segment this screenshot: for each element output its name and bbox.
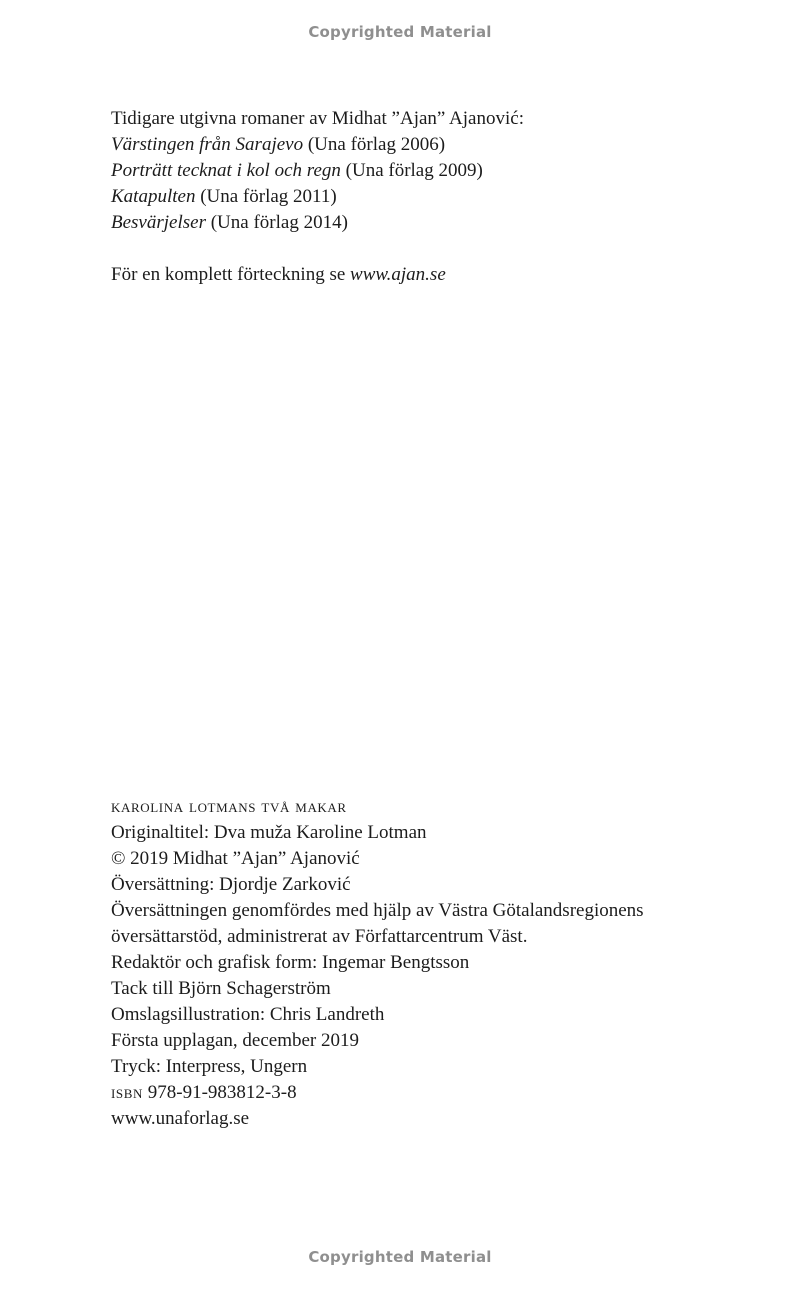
- print-line: Tryck: Interpress, Ungern: [111, 1056, 308, 1077]
- translation-credit: Översättning: Djordje Zarković: [111, 874, 351, 895]
- book-title: karolina lotmans två makar: [111, 796, 347, 817]
- novel-title: Besvärjelser: [111, 212, 206, 233]
- novel-details: (Una förlag 2009): [340, 160, 483, 181]
- novel-details: (Una förlag 2011): [195, 186, 337, 207]
- edition-line: Första upplagan, december 2019: [111, 1030, 359, 1051]
- author-website: www.ajan.se: [350, 264, 446, 285]
- full-list-note: [111, 262, 751, 288]
- translation-support-line-1: Översättningen genomfördes med hjälp av Västra Götalandsregionens: [111, 900, 644, 921]
- copyright-watermark-bottom: Copyrighted Material: [308, 1248, 492, 1266]
- isbn-number: 978-91-983812-3-8: [143, 1082, 297, 1103]
- colophon-section: [111, 794, 751, 1132]
- novel-title: Porträtt tecknat i kol och regn: [111, 160, 341, 181]
- cover-credit: Omslagsillustration: Chris Landreth: [111, 1004, 385, 1025]
- novel-details: (Una förlag 2014): [205, 212, 348, 233]
- publisher-website: www.unaforlag.se: [111, 1108, 250, 1129]
- novel-item: [111, 158, 751, 184]
- novel-title: Katapulten: [111, 186, 196, 207]
- novel-item: [111, 184, 751, 210]
- translation-support-line-2: översättarstöd, administrerat av Författarcentrum Väst.: [111, 926, 528, 947]
- isbn-line: [111, 1080, 751, 1106]
- thanks-line: Tack till Björn Schagerström: [111, 978, 331, 999]
- novel-title: Värstingen från Sarajevo: [111, 134, 304, 155]
- novel-details: (Una förlag 2006): [303, 134, 446, 155]
- copyright-watermark-top: Copyrighted Material: [308, 23, 492, 41]
- copyright-line: © 2019 Midhat ”Ajan” Ajanović: [111, 848, 360, 869]
- full-list-text: För en komplett förteckning se: [111, 264, 351, 285]
- novel-item: [111, 210, 751, 236]
- isbn-label: isbn: [111, 1082, 144, 1103]
- previous-novels-section: [111, 106, 751, 236]
- editor-credit: Redaktör och grafisk form: Ingemar Bengtsson: [111, 952, 470, 973]
- novel-item: [111, 132, 751, 158]
- original-title: Originaltitel: Dva muža Karoline Lotman: [111, 822, 427, 843]
- previous-novels-heading: Tidigare utgivna romaner av Midhat ”Ajan” Ajanović:: [111, 108, 524, 129]
